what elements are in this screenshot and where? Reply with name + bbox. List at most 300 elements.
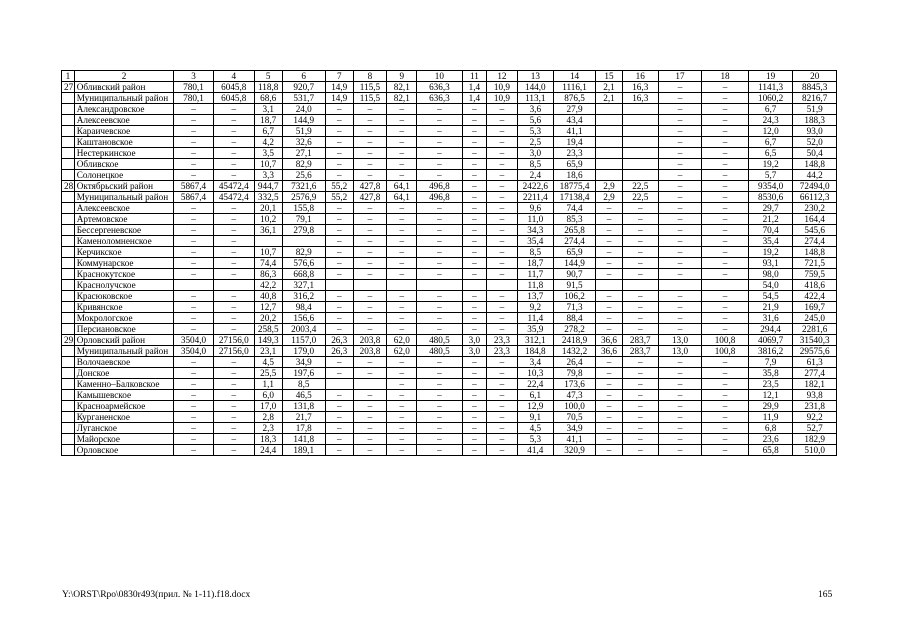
value-cell: 7,9 [748,357,793,368]
value-cell: – [462,357,486,368]
header-cell: 3 [174,71,213,82]
value-cell: – [353,137,387,148]
value-cell: – [596,368,623,379]
value-cell: 55,2 [325,181,353,192]
table-row [62,170,837,181]
value-cell: 40,8 [254,291,282,302]
value-cell: – [174,137,213,148]
value-cell: – [387,357,417,368]
value-cell: – [387,390,417,401]
value-cell: – [213,357,254,368]
value-cell: 3,0 [517,148,553,159]
value-cell: 26,3 [325,346,353,357]
value-cell: 5,3 [517,126,553,137]
value-cell: – [658,434,701,445]
value-cell [702,280,749,291]
value-cell: – [658,302,701,313]
value-cell: – [487,203,518,214]
value-cell: 13,0 [658,346,701,357]
value-cell: 98,0 [748,269,793,280]
value-cell: – [325,258,353,269]
value-cell: – [325,247,353,258]
value-cell: – [387,445,417,456]
value-cell: – [174,126,213,137]
value-cell: 312,1 [517,335,553,346]
value-cell: 274,4 [793,236,837,247]
value-cell: 510,0 [793,445,837,456]
value-cell: – [325,159,353,170]
header-cell: 17 [658,71,701,82]
value-cell: – [658,104,701,115]
value-cell: – [462,445,486,456]
value-cell: 25,5 [254,368,282,379]
table-row [62,258,837,269]
value-cell: – [596,269,623,280]
value-cell: 10,7 [254,247,282,258]
value-cell: 27156,0 [213,346,254,357]
value-cell: – [658,214,701,225]
value-cell: 100,0 [553,401,595,412]
value-cell: – [213,313,254,324]
value-cell: 2,9 [596,181,623,192]
value-cell: – [174,313,213,324]
value-cell: – [658,258,701,269]
value-cell: 197,6 [282,368,325,379]
value-cell: 1116,1 [553,82,595,93]
value-cell: – [325,313,353,324]
name-cell: Краснолучское [74,280,174,291]
value-cell: – [702,203,749,214]
value-cell: 141,8 [282,434,325,445]
table-row [62,412,837,423]
value-cell: – [174,203,213,214]
value-cell: 876,5 [553,93,595,104]
value-cell: 46,5 [282,390,325,401]
value-cell: – [325,214,353,225]
value-cell: 13,7 [517,291,553,302]
value-cell: – [658,324,701,335]
row-number-cell [62,313,75,324]
value-cell: 35,9 [517,324,553,335]
value-cell: – [174,258,213,269]
value-cell: 3,0 [462,346,486,357]
value-cell [325,379,353,390]
value-cell: 100,8 [702,346,749,357]
value-cell: – [702,181,749,192]
value-cell: – [658,368,701,379]
value-cell: – [658,247,701,258]
value-cell: – [462,236,486,247]
value-cell: – [596,423,623,434]
value-cell: – [462,258,486,269]
value-cell: 19,2 [748,159,793,170]
value-cell: 636,3 [417,82,463,93]
value-cell: – [622,412,658,423]
value-cell: – [462,214,486,225]
value-cell: – [462,159,486,170]
value-cell: – [702,423,749,434]
name-cell: Обливское [74,159,174,170]
table-row [62,104,837,115]
value-cell: – [174,412,213,423]
value-cell: 8216,7 [793,93,837,104]
value-cell: – [622,225,658,236]
value-cell: 79,1 [282,214,325,225]
value-cell: 148,8 [793,159,837,170]
value-cell: – [462,126,486,137]
table-row [62,313,837,324]
value-cell: – [387,203,417,214]
value-cell [462,280,486,291]
value-cell: – [417,357,463,368]
name-cell: Орловское [74,445,174,456]
table-row [62,159,837,170]
value-cell: 71,3 [553,302,595,313]
value-cell: – [462,313,486,324]
value-cell [596,280,623,291]
value-cell: – [487,434,518,445]
header-cell: 12 [487,71,518,82]
value-cell: 1157,0 [282,335,325,346]
value-cell: – [353,423,387,434]
value-cell: 11,9 [748,412,793,423]
value-cell: – [353,170,387,181]
value-cell: – [353,357,387,368]
name-cell: Краснокутское [74,269,174,280]
value-cell: 2003,4 [282,324,325,335]
value-cell: – [702,82,749,93]
value-cell: – [658,412,701,423]
name-cell: Алексеевское [74,115,174,126]
value-cell: – [487,137,518,148]
value-cell: – [387,170,417,181]
value-cell [596,148,623,159]
name-cell: Александровское [74,104,174,115]
value-cell: – [622,247,658,258]
value-cell: – [387,258,417,269]
value-cell: – [658,115,701,126]
name-cell: Бессергеневское [74,225,174,236]
name-cell: Курганенское [74,412,174,423]
value-cell: 496,8 [417,192,463,203]
header-cell: 6 [282,71,325,82]
value-cell: – [213,269,254,280]
value-cell: – [596,313,623,324]
header-cell: 8 [353,71,387,82]
value-cell: – [622,236,658,247]
value-cell: 496,8 [417,181,463,192]
value-cell: – [174,269,213,280]
value-cell: – [417,126,463,137]
value-cell: – [487,368,518,379]
name-cell: Персиановское [74,324,174,335]
value-cell: 173,6 [553,379,595,390]
value-cell: 82,1 [387,82,417,93]
value-cell: 8,5 [282,379,325,390]
value-cell: 18,7 [517,258,553,269]
value-cell: – [596,247,623,258]
value-cell: – [487,324,518,335]
row-number-cell: 28. [62,181,75,192]
value-cell: 1,4 [462,82,486,93]
value-cell: 45472,4 [213,181,254,192]
value-cell: 6,0 [254,390,282,401]
table-row [62,82,837,93]
value-cell: 203,8 [353,335,387,346]
header-cell: 11 [462,71,486,82]
value-cell: – [417,379,463,390]
name-cell: Муниципальный район [74,93,174,104]
value-cell: – [325,269,353,280]
value-cell: – [596,236,623,247]
value-cell: – [622,434,658,445]
name-cell: Муниципальный район [74,192,174,203]
value-cell: 24,4 [254,445,282,456]
value-cell: 278,2 [553,324,595,335]
value-cell: 23,1 [254,346,282,357]
name-cell: Алексеевское [74,203,174,214]
value-cell: 17,0 [254,401,282,412]
value-cell: 3,0 [462,335,486,346]
value-cell: – [174,379,213,390]
row-number-cell [62,401,75,412]
value-cell: 27,1 [282,148,325,159]
value-cell: 144,9 [553,258,595,269]
value-cell: 88,4 [553,313,595,324]
value-cell: 27156,0 [213,335,254,346]
value-cell: – [596,434,623,445]
value-cell: – [353,159,387,170]
row-number-cell [62,412,75,423]
row-number-cell [62,291,75,302]
value-cell: 2,9 [596,192,623,203]
value-cell: – [213,368,254,379]
value-cell: – [353,401,387,412]
value-cell: – [596,214,623,225]
value-cell: 721,5 [793,258,837,269]
value-cell [596,159,623,170]
name-cell: Орловский район [74,335,174,346]
value-cell: – [174,434,213,445]
value-cell: – [325,302,353,313]
value-cell: – [702,401,749,412]
value-cell: – [596,401,623,412]
value-cell: 66112,3 [793,192,837,203]
value-cell: 79,8 [553,368,595,379]
value-cell: – [387,269,417,280]
value-cell: 294,4 [748,324,793,335]
value-cell: – [596,390,623,401]
row-number-cell [62,115,75,126]
value-cell: – [417,390,463,401]
row-number-cell [62,192,75,203]
header-cell: 16 [622,71,658,82]
value-cell: – [487,379,518,390]
value-cell: 29,9 [748,401,793,412]
value-cell: – [325,104,353,115]
value-cell: 74,4 [553,203,595,214]
row-number-cell [62,137,75,148]
value-cell: – [174,115,213,126]
value-cell: 283,7 [622,335,658,346]
value-cell [174,280,213,291]
value-cell: – [622,390,658,401]
value-cell: – [622,313,658,324]
value-cell: – [596,203,623,214]
value-cell [622,159,658,170]
value-cell: – [174,104,213,115]
table-row [62,225,837,236]
table-row [62,280,837,291]
value-cell: – [353,236,387,247]
header-cell: 9 [387,71,417,82]
value-cell: – [174,357,213,368]
value-cell: – [462,379,486,390]
value-cell: 3,5 [254,148,282,159]
row-number-cell [62,368,75,379]
value-cell: – [702,236,749,247]
value-cell: – [658,379,701,390]
value-cell: – [702,269,749,280]
value-cell: 1,1 [254,379,282,390]
value-cell [622,170,658,181]
value-cell: – [417,313,463,324]
value-cell: – [174,291,213,302]
value-cell: 4,2 [254,137,282,148]
value-cell: 36,6 [596,335,623,346]
value-cell: – [353,126,387,137]
value-cell: – [487,247,518,258]
value-cell: 184,8 [517,346,553,357]
value-cell: – [387,412,417,423]
value-cell: – [353,115,387,126]
value-cell: 45472,4 [213,192,254,203]
value-cell: 50,4 [793,148,837,159]
header-cell: 13 [517,71,553,82]
value-cell: – [174,236,213,247]
value-cell: 6,1 [517,390,553,401]
value-cell: 2211,4 [517,192,553,203]
value-cell: – [658,390,701,401]
row-number-cell [62,203,75,214]
value-cell: – [417,434,463,445]
value-cell: – [213,412,254,423]
value-cell: 98,4 [282,302,325,313]
value-cell: 62,0 [387,346,417,357]
table-row [62,247,837,258]
value-cell: 74,4 [254,258,282,269]
value-cell [596,126,623,137]
table-row [62,269,837,280]
table-row [62,236,837,247]
row-number-cell: 27. [62,82,75,93]
table-header-row [62,71,837,82]
value-cell: – [213,170,254,181]
value-cell: 21,2 [748,214,793,225]
value-cell: 131,8 [282,401,325,412]
value-cell: – [658,225,701,236]
value-cell: 65,9 [553,247,595,258]
name-cell: Майорское [74,434,174,445]
value-cell: – [487,313,518,324]
value-cell: – [596,379,623,390]
value-cell: 26,3 [325,335,353,346]
value-cell: 29,7 [748,203,793,214]
row-number-cell [62,346,75,357]
value-cell: 72494,0 [793,181,837,192]
value-cell: – [622,258,658,269]
value-cell: – [417,445,463,456]
value-cell: – [658,313,701,324]
value-cell: – [213,434,254,445]
table-row [62,324,837,335]
row-number-cell [62,324,75,335]
value-cell: – [325,137,353,148]
value-cell: – [702,115,749,126]
value-cell: – [462,302,486,313]
value-cell: 3816,2 [748,346,793,357]
value-cell: 11,0 [517,214,553,225]
value-cell: – [353,291,387,302]
value-cell: – [658,82,701,93]
value-cell: 93,8 [793,390,837,401]
value-cell: – [658,291,701,302]
value-cell: – [387,104,417,115]
value-cell: – [702,291,749,302]
value-cell: – [213,137,254,148]
value-cell: – [622,324,658,335]
row-number-cell [62,126,75,137]
value-cell: 182,9 [793,434,837,445]
value-cell: – [702,192,749,203]
value-cell: – [702,357,749,368]
value-cell: – [622,214,658,225]
value-cell: – [325,126,353,137]
value-cell: – [417,170,463,181]
table-row [62,357,837,368]
row-number-cell [62,93,75,104]
value-cell: – [174,423,213,434]
value-cell: – [596,258,623,269]
value-cell: 113,1 [517,93,553,104]
value-cell: 944,7 [254,181,282,192]
value-cell: 5,3 [517,434,553,445]
value-cell: – [622,368,658,379]
value-cell: – [462,247,486,258]
value-cell: – [213,104,254,115]
value-cell: – [702,148,749,159]
value-cell: 668,8 [282,269,325,280]
value-cell: – [487,115,518,126]
value-cell: 52,0 [793,137,837,148]
header-cell: 18 [702,71,749,82]
value-cell: 427,8 [353,181,387,192]
value-cell: – [596,302,623,313]
value-cell: – [353,225,387,236]
value-cell: – [325,225,353,236]
value-cell: – [325,401,353,412]
name-cell: Волочаевское [74,357,174,368]
row-number-cell [62,423,75,434]
value-cell: – [417,302,463,313]
value-cell: 144,9 [282,115,325,126]
value-cell: 332,5 [254,192,282,203]
value-cell: 279,8 [282,225,325,236]
value-cell: 5867,4 [174,192,213,203]
value-cell: – [353,368,387,379]
value-cell: – [702,225,749,236]
table-row [62,401,837,412]
